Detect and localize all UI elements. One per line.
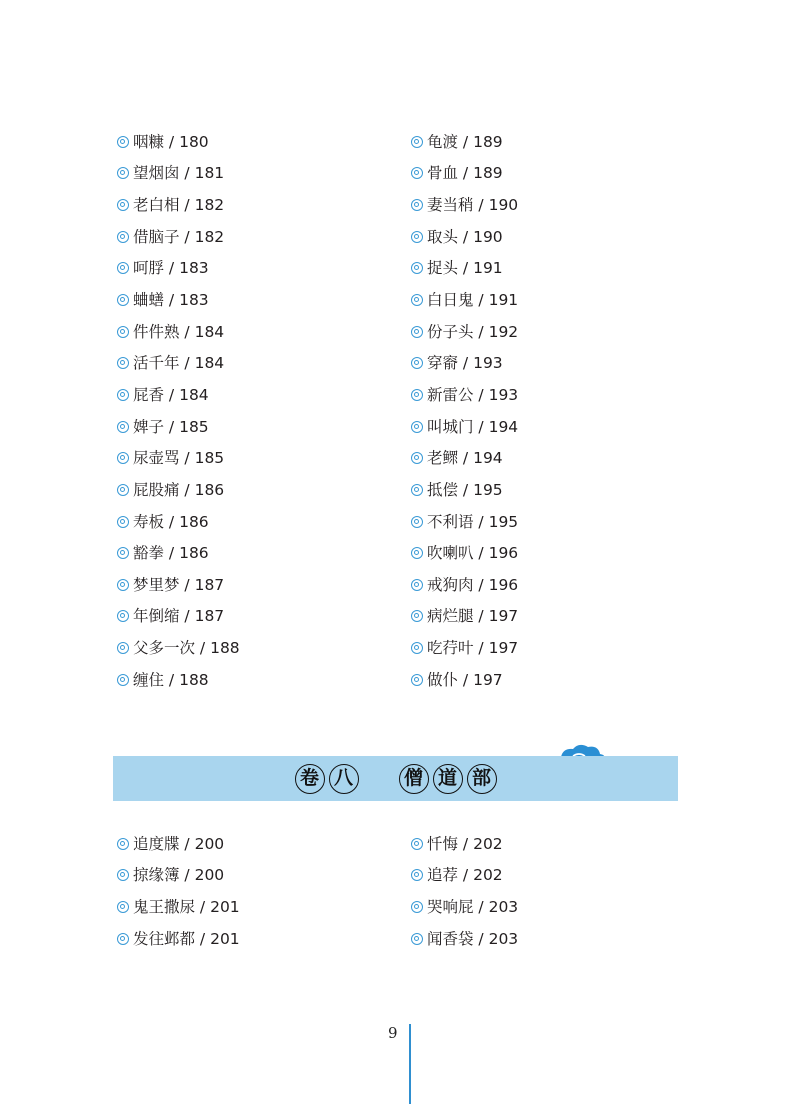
toc-entry (117, 860, 240, 892)
toc-entry-text: 取头 / 190 (427, 227, 503, 246)
double-circle-icon (411, 642, 423, 654)
toc-entry-text: 骨血 / 189 (427, 164, 503, 183)
double-circle-icon (117, 484, 129, 496)
toc-entry (411, 474, 518, 506)
toc-entry (411, 126, 518, 158)
double-circle-icon (117, 199, 129, 211)
toc-column-right-2 (411, 828, 518, 955)
double-circle-icon (117, 231, 129, 243)
toc-entry (117, 506, 240, 538)
toc-entry (117, 537, 240, 569)
double-circle-icon (117, 547, 129, 559)
toc-entry-text: 尿壶骂 / 185 (133, 449, 225, 468)
toc-entry-text: 屁香 / 184 (133, 385, 209, 404)
seal-char: 部 (467, 764, 497, 794)
double-circle-icon (411, 674, 423, 686)
double-circle-icon (411, 484, 423, 496)
double-circle-icon (117, 933, 129, 945)
toc-entry-text: 吹喇叭 / 196 (427, 544, 519, 563)
toc-entry-text: 年倒缩 / 187 (133, 607, 225, 626)
toc-entry (117, 664, 240, 696)
toc-entry (117, 632, 240, 664)
toc-entry (411, 632, 518, 664)
toc-entry (117, 221, 240, 253)
toc-entry-text: 龟渡 / 189 (427, 132, 503, 151)
toc-entry-text: 叫城门 / 194 (427, 417, 519, 436)
banner-title (113, 756, 678, 801)
toc-entry-text: 望烟囱 / 181 (133, 164, 225, 183)
toc-entry-text: 闻香袋 / 203 (427, 929, 519, 948)
double-circle-icon (411, 262, 423, 274)
toc-entry-text: 梦里梦 / 187 (133, 575, 225, 594)
double-circle-icon (411, 294, 423, 306)
seal-char: 卷 (295, 764, 325, 794)
toc-entry (411, 601, 518, 633)
toc-entry-text: 呵脬 / 183 (133, 259, 209, 278)
toc-entry (411, 537, 518, 569)
toc-entry (411, 923, 518, 955)
page-rule (409, 1024, 411, 1104)
toc-entry (117, 253, 240, 285)
toc-entry-text: 寿板 / 186 (133, 512, 209, 531)
toc-entry (411, 664, 518, 696)
toc-entry-text: 白日鬼 / 191 (427, 291, 519, 310)
toc-entry (117, 828, 240, 860)
toc-entry (117, 569, 240, 601)
toc-entry-text: 哭响屁 / 203 (427, 898, 519, 917)
toc-entry-text: 借脑子 / 182 (133, 227, 225, 246)
toc-entry-text: 发往邺都 / 201 (133, 929, 240, 948)
double-circle-icon (117, 136, 129, 148)
toc-entry (117, 284, 240, 316)
seal-char: 八 (329, 764, 359, 794)
toc-entry-text: 父多一次 / 188 (133, 639, 240, 658)
toc-entry-text: 穿窬 / 193 (427, 354, 503, 373)
toc-entry-text: 新雷公 / 193 (427, 385, 519, 404)
double-circle-icon (117, 642, 129, 654)
double-circle-icon (411, 869, 423, 881)
toc-entry (411, 828, 518, 860)
toc-entry-text: 吃荇叶 / 197 (427, 639, 519, 658)
toc-column-left-1 (117, 126, 240, 696)
double-circle-icon (411, 547, 423, 559)
toc-entry-text: 追度牒 / 200 (133, 834, 225, 853)
toc-entry (411, 506, 518, 538)
double-circle-icon (117, 579, 129, 591)
toc-entry (411, 891, 518, 923)
double-circle-icon (411, 933, 423, 945)
double-circle-icon (411, 167, 423, 179)
toc-entry (117, 411, 240, 443)
double-circle-icon (411, 136, 423, 148)
double-circle-icon (411, 231, 423, 243)
toc-entry (117, 126, 240, 158)
double-circle-icon (117, 357, 129, 369)
double-circle-icon (117, 901, 129, 913)
toc-entry (117, 316, 240, 348)
toc-entry (411, 221, 518, 253)
double-circle-icon (411, 357, 423, 369)
toc-column-left-2 (117, 828, 240, 955)
toc-entry-text: 抵偿 / 195 (427, 480, 503, 499)
double-circle-icon (117, 674, 129, 686)
double-circle-icon (117, 262, 129, 274)
toc-entry-text: 份子头 / 192 (427, 322, 519, 341)
double-circle-icon (117, 421, 129, 433)
double-circle-icon (117, 326, 129, 338)
toc-entry (117, 158, 240, 190)
double-circle-icon (117, 838, 129, 850)
double-circle-icon (411, 452, 423, 464)
toc-entry-text: 妻当稍 / 190 (427, 196, 519, 215)
page-number: 9 (388, 1024, 398, 1042)
toc-entry-text: 捉头 / 191 (427, 259, 503, 278)
double-circle-icon (411, 610, 423, 622)
toc-entry-text: 老白相 / 182 (133, 196, 225, 215)
toc-entry-text: 忏悔 / 202 (427, 834, 503, 853)
double-circle-icon (411, 199, 423, 211)
double-circle-icon (117, 452, 129, 464)
toc-entry-text: 病烂腿 / 197 (427, 607, 519, 626)
toc-entry (117, 923, 240, 955)
toc-entry-text: 鬼王撒尿 / 201 (133, 898, 240, 917)
double-circle-icon (411, 516, 423, 528)
toc-entry (411, 442, 518, 474)
toc-entry-text: 追荐 / 202 (427, 866, 503, 885)
double-circle-icon (411, 901, 423, 913)
toc-entry (117, 379, 240, 411)
double-circle-icon (411, 421, 423, 433)
toc-entry-text: 活千年 / 184 (133, 354, 225, 373)
seal-char: 僧 (399, 764, 429, 794)
seal-char: 道 (433, 764, 463, 794)
toc-column-right-1 (411, 126, 518, 696)
toc-entry-text: 婢子 / 185 (133, 417, 209, 436)
toc-entry-text: 豁拳 / 186 (133, 544, 209, 563)
toc-entry (411, 158, 518, 190)
toc-entry-text: 蛐蟮 / 183 (133, 291, 209, 310)
double-circle-icon (411, 838, 423, 850)
toc-entry-text: 缠住 / 188 (133, 670, 209, 689)
toc-entry-text: 件件熟 / 184 (133, 322, 225, 341)
toc-entry (117, 189, 240, 221)
toc-entry (117, 347, 240, 379)
toc-entry-text: 屁股痛 / 186 (133, 480, 225, 499)
double-circle-icon (411, 326, 423, 338)
toc-entry (117, 601, 240, 633)
double-circle-icon (411, 579, 423, 591)
toc-entry-text: 不利语 / 195 (427, 512, 519, 531)
toc-entry-text: 戒狗肉 / 196 (427, 575, 519, 594)
toc-entry (411, 316, 518, 348)
toc-entry (117, 442, 240, 474)
toc-entry-text: 做仆 / 197 (427, 670, 503, 689)
toc-entry (117, 474, 240, 506)
toc-entry (411, 411, 518, 443)
double-circle-icon (117, 294, 129, 306)
double-circle-icon (117, 389, 129, 401)
toc-entry (411, 347, 518, 379)
double-circle-icon (411, 389, 423, 401)
toc-entry (411, 284, 518, 316)
toc-entry-text: 老鳏 / 194 (427, 449, 503, 468)
section-banner (113, 756, 678, 801)
double-circle-icon (117, 167, 129, 179)
toc-entry (411, 253, 518, 285)
toc-entry-text: 掠缘簿 / 200 (133, 866, 225, 885)
double-circle-icon (117, 516, 129, 528)
double-circle-icon (117, 869, 129, 881)
toc-entry (411, 189, 518, 221)
toc-entry-text: 咽糠 / 180 (133, 132, 209, 151)
toc-entry (411, 379, 518, 411)
toc-entry (411, 860, 518, 892)
toc-entry (117, 891, 240, 923)
toc-entry (411, 569, 518, 601)
double-circle-icon (117, 610, 129, 622)
